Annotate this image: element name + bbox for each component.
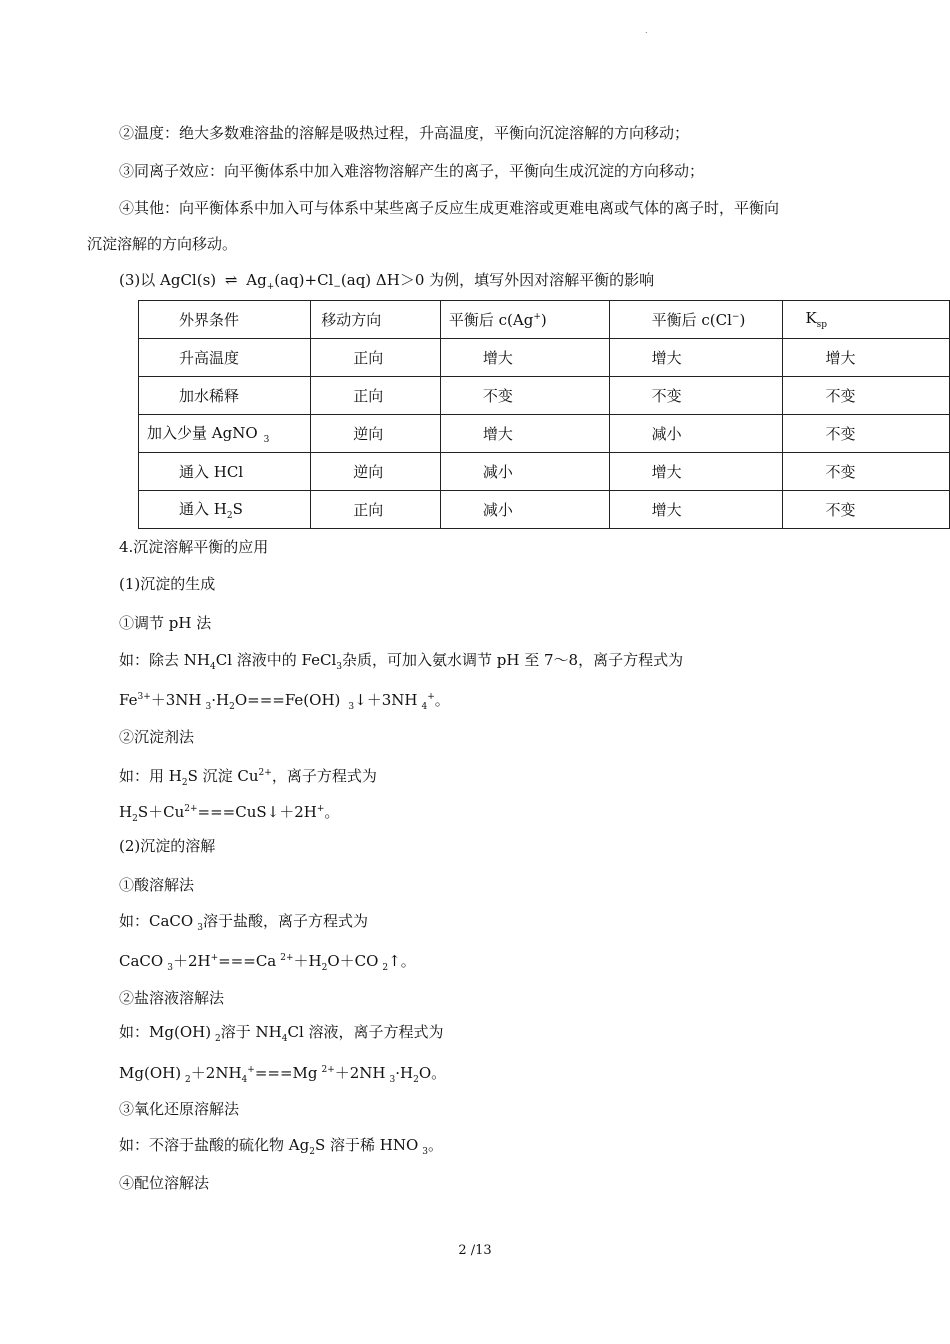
row-ag: 减小 xyxy=(440,491,609,529)
row-cl: 增大 xyxy=(609,453,783,491)
row-cl: 减小 xyxy=(609,415,783,453)
equation-caco3: CaCO $_3$＋2H+===Ca $^{2+}+H_2O+CO$ $_2$↑。 xyxy=(119,952,416,973)
row-ksp: 不变 xyxy=(783,377,950,415)
header-ag-conc: 平衡后 c(Ag+) xyxy=(440,301,609,339)
ag-ion: Ag xyxy=(246,271,267,289)
table-header-row xyxy=(139,301,950,339)
section-title: 4.沉淀溶解平衡的应用 xyxy=(119,538,269,556)
acid-example-line: 如：CaCO $_3$溶于盐酸，离子方程式为 xyxy=(119,912,368,933)
row-cl: 增大 xyxy=(609,491,783,529)
row-ag: 减小 xyxy=(440,453,609,491)
text-line-temperature: ②温度：绝大多数难溶盐的溶解是吸热过程，升高温度，平衡向沉淀溶解的方向移动； xyxy=(119,124,690,142)
method-coordination: ④配位溶解法 xyxy=(119,1174,210,1192)
text-line-other-cont: 沉淀溶解的方向移动。 xyxy=(87,235,238,253)
subsection-precipitation: (1)沉淀的生成 xyxy=(119,575,216,593)
row-ag: 不变 xyxy=(440,377,609,415)
equation-mgoh2: Mg(OH) $_2+2NH_4^+===Mg$ $^{2+}$＋2NH $_3\cdot H_2O$。 xyxy=(119,1064,447,1085)
row-direction: 正向 xyxy=(311,491,441,529)
redox-example-line: 如：不溶于盐酸的硫化物 $Ag_2S$ 溶于稀 HNO $_3$。 xyxy=(119,1136,444,1157)
row-direction: 正向 xyxy=(311,377,441,415)
method-precipitant: ②沉淀剂法 xyxy=(119,728,195,746)
row-ksp: 不变 xyxy=(783,491,950,529)
header-condition: 外界条件 xyxy=(139,301,311,339)
row-ksp: 不变 xyxy=(783,415,950,453)
ag-charge: + xyxy=(266,282,275,292)
row-condition: 升高温度 xyxy=(139,339,311,377)
ph-example-line: 如：除去 $NH_4Cl$ 溶液中的 FeCl$_3$杂质，可加入氨水调节 pH 至 7～8，离子方程式为 xyxy=(119,651,684,672)
cl-charge: − xyxy=(333,282,341,292)
equilibrium-example-line xyxy=(119,270,654,297)
page-number: 2 /13 xyxy=(458,1243,492,1258)
header-cl-conc: 平衡后 c(Cl−) xyxy=(609,301,783,339)
precipitant-example-line: 如：用 $H_2S$ 沉淀 $Cu^{2+}$，离子方程式为 xyxy=(119,767,377,788)
row-direction: 正向 xyxy=(311,339,441,377)
row-direction: 逆向 xyxy=(311,453,441,491)
text-line-common-ion: ③同离子效应：向平衡体系中加入难溶物溶解产生的离子，平衡向生成沉淀的方向移动； xyxy=(119,162,705,180)
row-cl: 不变 xyxy=(609,377,783,415)
equilibrium-arrow-icon: ⇌ xyxy=(224,271,238,289)
table-row xyxy=(139,415,950,453)
row-condition: 加入少量 AgNO $_3$ xyxy=(139,415,311,453)
salt-example-line: 如：Mg(OH) $_2$溶于 $NH_4Cl$ 溶液，离子方程式为 xyxy=(119,1023,444,1044)
header-direction: 移动方向 xyxy=(311,301,441,339)
row-ag: 增大 xyxy=(440,415,609,453)
table-row xyxy=(139,339,950,377)
equation-fe: $Fe^{3+}+3NH$ $_3\cdot H_2O===Fe(OH)$ $_3$↓＋3NH $_4$+。 xyxy=(119,691,450,712)
row-condition: 通入 HCl xyxy=(139,453,311,491)
method-redox: ③氧化还原溶解法 xyxy=(119,1100,240,1118)
row-ag: 增大 xyxy=(440,339,609,377)
method-salt: ②盐溶液溶解法 xyxy=(119,989,225,1007)
row-condition: 加水稀释 xyxy=(139,377,311,415)
row-condition: 通入 $H_2S$ xyxy=(139,491,311,529)
method-ph: ①调节 pH 法 xyxy=(119,614,212,632)
header-mark: . xyxy=(645,26,648,35)
method-acid: ①酸溶解法 xyxy=(119,876,195,894)
row-ksp: 增大 xyxy=(783,339,950,377)
row-ksp: 不变 xyxy=(783,453,950,491)
table-row xyxy=(139,453,950,491)
row-direction: 逆向 xyxy=(311,415,441,453)
cl-part: (aq)+Cl xyxy=(274,271,334,289)
text-line-other: ④其他：向平衡体系中加入可与体系中某些离子反应生成更难溶或更难电离或气体的离子时，平衡向 xyxy=(119,199,780,217)
table-row xyxy=(139,491,950,529)
subsection-dissolution: (2)沉淀的溶解 xyxy=(119,837,216,855)
row-cl: 增大 xyxy=(609,339,783,377)
header-ksp: $K_{sp}$ xyxy=(783,301,950,339)
table-row xyxy=(139,377,950,415)
solubility-factors-table xyxy=(138,300,950,529)
eq-suffix: (aq) ΔH＞0 为例，填写外因对溶解平衡的影响 xyxy=(340,271,655,289)
equation-cu: $H_2S+Cu^{2+}===CuS↓+2H^+$。 xyxy=(119,803,340,824)
eq-prefix: (3)以 AgCl(s) xyxy=(119,271,217,289)
